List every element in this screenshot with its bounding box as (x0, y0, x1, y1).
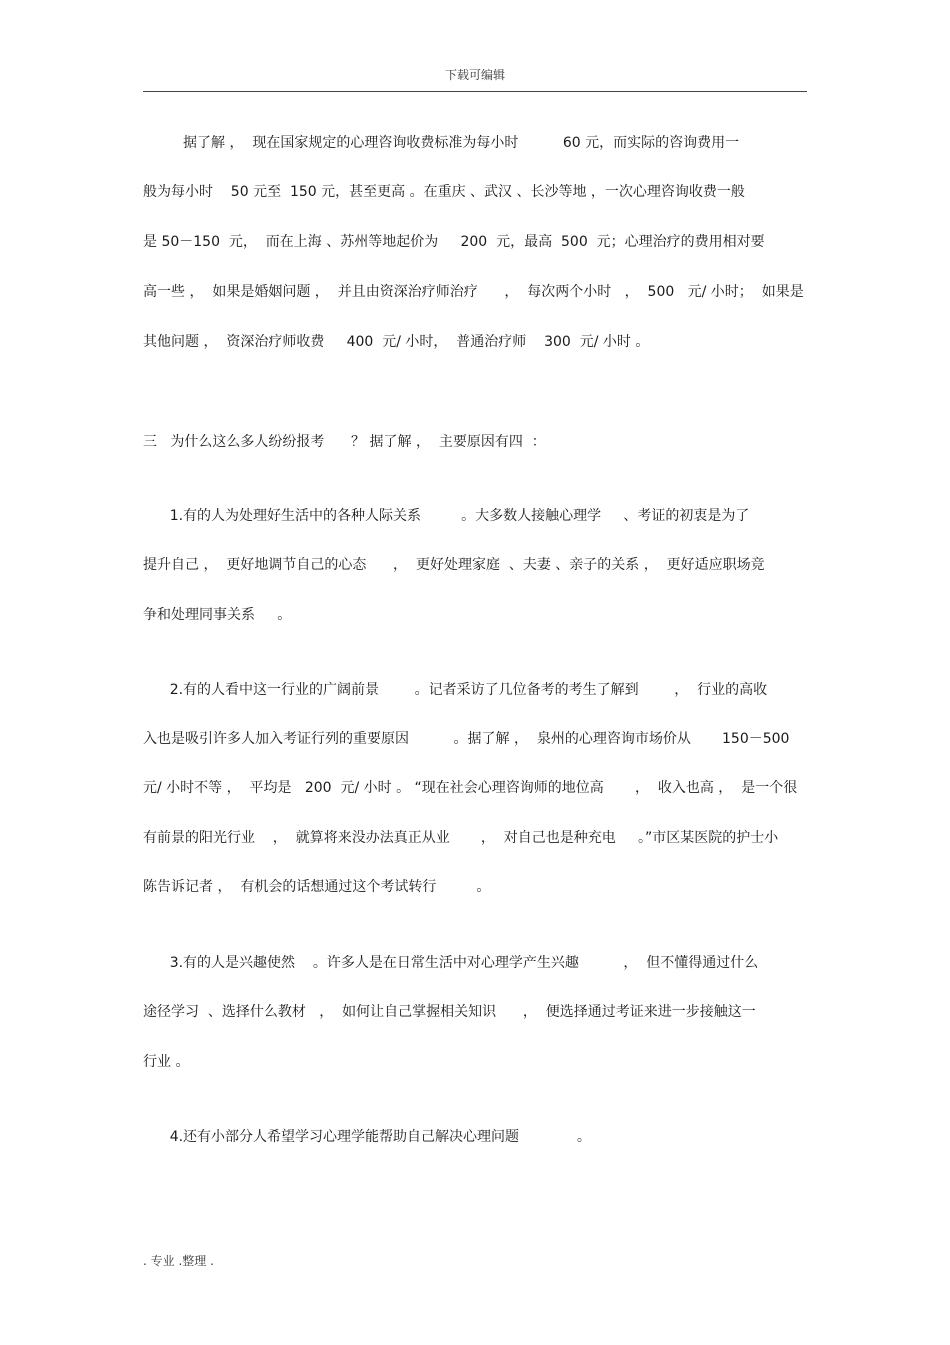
page-footer: . 专业 .整理 . (143, 1254, 214, 1268)
text-line: 提升自己 ， 更好地调节自己的心态 ， 更好处理家庭 、夫妻 、亲子的关系 ， 更好适应职场竞 (143, 557, 765, 573)
header-rule (143, 91, 807, 92)
section-heading: 三 为什么这么多人纷纷报考 ？ 据了解 ， 主要原因有四 ： (143, 434, 546, 450)
text-line: 途径学习 、选择什么教材 ， 如何让自己掌握相关知识 ， 便选择通过考证来进一步接触这一 (143, 1004, 756, 1020)
text-line: 行业 。 (143, 1054, 190, 1070)
text-line: 有前景的阳光行业 ， 就算将来没办法真正从业 ， 对自己也是种充电 。”市区某医院的护士小 (143, 830, 779, 846)
text-line: 4.还有小部分人希望学习心理学能帮助自己解决心理问题 。 (143, 1129, 591, 1145)
text-line: 高一些 ， 如果是婚姻问题 ， 并且由资深治疗师治疗 ， 每次两个小时 ， 500 元/ 小时； 如果是 (143, 284, 804, 300)
text-line: 2.有的人看中这一行业的广阔前景 。记者采访了几位备考的考生了解到 ， 行业的高收 (143, 682, 768, 698)
text-line: 是 50－150 元， 而在上海 、苏州等地起价为 200 元，最高 500 元；心理治疗的费用相对要 (143, 234, 765, 250)
text-line: 陈告诉记者 ， 有机会的话想通过这个考试转行 。 (143, 879, 491, 895)
text-line: 3.有的人是兴趣使然 。许多人是在日常生活中对心理学产生兴趣 ， 但不懂得通过什么 (143, 955, 759, 971)
text-line: 般为每小时 50 元至 150 元，甚至更高 。在重庆 、武汉 、长沙等地 ，一次心理咨询收费一般 (143, 184, 745, 200)
page-header: 下载可编辑 (444, 68, 505, 82)
text-line: 据了解 ， 现在国家规定的心理咨询收费标准为每小时 60 元，而实际的咨询费用一 (143, 135, 740, 151)
text-line: 争和处理同事关系 。 (143, 607, 292, 623)
text-line: 其他问题 ， 资深治疗师收费 400 元/ 小时， 普通治疗师 300 元/ 小时 。 (143, 334, 650, 350)
text-line: 入也是吸引许多人加入考证行列的重要原因 。据了解 ， 泉州的心理咨询市场价从 150－500 (143, 731, 790, 747)
text-line: 元/ 小时不等 ， 平均是 200 元/ 小时 。 “现在社会心理咨询师的地位高 ， 收入也高 ， 是一个很 (143, 780, 798, 796)
text-line: 1.有的人为处理好生活中的各种人际关系 。大多数人接触心理学 、考证的初衷是为了 (143, 508, 750, 524)
